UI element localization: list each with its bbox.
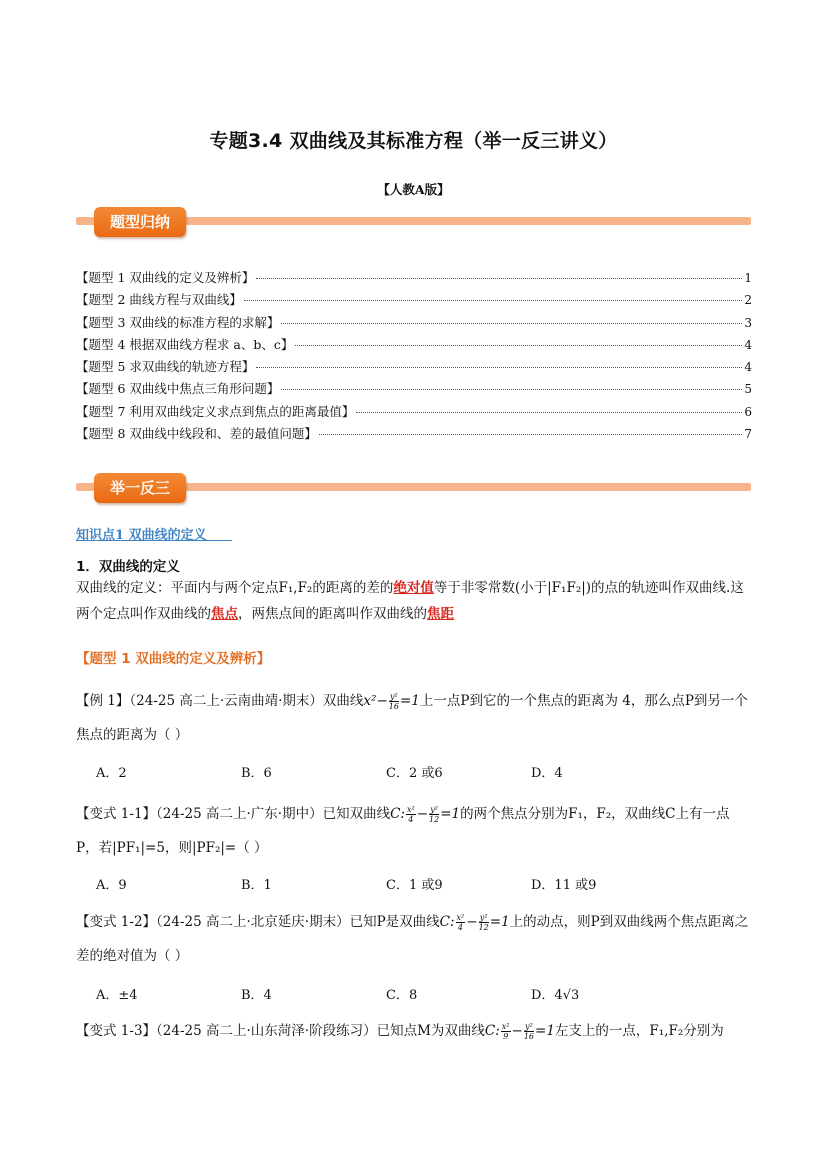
option-c[interactable]: C．2 或6 [386,766,443,781]
equation-fraction [479,913,489,932]
question-suffix: 的两个焦点分别为F₁，F₂，双曲线C上有一点P，若|PF₁|=5，则|PF₂|=（ ） [76,806,730,856]
fraction-numerator: y² [430,805,438,814]
equation-fraction [429,805,439,824]
toc-page-number: 7 [744,427,752,442]
toc-page-number: 4 [744,337,752,352]
option-d[interactable]: D．4√3 [531,988,580,1003]
toc-page-number: 5 [744,382,752,397]
toc-leader-dots [244,300,742,301]
toc-entry[interactable] [76,357,752,379]
fraction-denominator: 9 [503,1032,509,1041]
equation-part: − [416,806,428,822]
variant-1-1-options [96,874,696,893]
option-b[interactable]: B．6 [241,766,272,781]
option-c[interactable]: C．1 或9 [386,878,443,893]
toc-entry[interactable] [76,402,752,424]
edition-label: 【人教A版】 [377,182,450,197]
option-d[interactable]: D．4 [531,766,563,781]
toc-entry[interactable] [76,335,752,357]
toc-leader-dots [356,412,742,413]
fraction-denominator: 4 [457,923,463,932]
question-suffix: 上一点P到它的一个焦点的距离为 4，那么点P到另一个焦点的距离为（ ） [76,693,748,743]
toc-leader-dots [256,367,742,368]
page-title: 专题3.4 双曲线及其标准方程（举一反三讲义） [209,130,618,152]
definition-text: 双曲线的定义：平面内与两个定点F₁,F₂的距离的差的 [76,580,394,596]
fraction-numerator: x² [406,805,415,814]
fraction-denominator: 4 [408,815,414,824]
equation-part: =1 [440,806,461,822]
question-prefix: 【变式 1-1】（24-25 高二上·广东·期中）已知双曲线 [76,806,391,822]
toc-entry-label: 【题型 4 根据双曲线方程求 a、b、c】 [76,336,294,352]
option-c[interactable]: C．8 [386,988,418,1003]
knowledge-point-underline [76,540,232,541]
toc-leader-dots [281,389,742,390]
option-a[interactable]: A．2 [96,766,127,781]
toc-page-number: 3 [744,315,752,330]
equation-part: x²− [363,693,388,709]
option-b[interactable]: B．1 [241,878,272,893]
definition-paragraph [76,575,752,627]
toc-entry[interactable] [76,268,752,290]
variant-1-2-options [96,984,696,1003]
toc-entry-label: 【题型 2 曲线方程与双曲线】 [76,292,242,308]
example-1-options [96,762,696,781]
toc-page-number: 2 [744,293,752,308]
toc-leader-dots [281,323,742,324]
definition-text: 等于非零常数(小于|F₁F₂|)的点的轨迹叫作双曲线.这两个定点叫作双曲线的 [76,580,744,622]
variant-1-3-question [76,1014,752,1048]
toc-page-number: 1 [744,271,752,285]
equation-part: − [466,914,478,930]
toc-leader-dots [295,345,742,346]
toc-entry[interactable] [76,290,752,312]
equation-part: − [511,1023,523,1039]
equation-part: =1 [489,914,510,930]
toc-entry-label: 【题型 7 利用双曲线定义求点到焦点的距离最值】 [76,403,355,419]
question-prefix: 【变式 1-2】（24-25 高二上·北京延庆·期末）已知P是双曲线 [76,914,440,930]
knowledge-point-heading: 知识点1 双曲线的定义 [76,528,207,543]
toc-entry[interactable] [76,313,752,335]
fraction-denominator: 16 [523,1032,535,1041]
option-a[interactable]: A．±4 [96,988,138,1003]
question-suffix: 上的动点，则P到双曲线两个焦点距离之差的绝对值为（ ） [76,914,749,964]
question-suffix: 左支上的一点，F₁,F₂分别为 [554,1023,724,1039]
toc-entry[interactable] [76,379,752,401]
highlight-absolute-value: 绝对值 [393,580,434,596]
table-of-contents [76,268,752,446]
equation-fraction [456,913,466,932]
option-b[interactable]: B．4 [241,988,272,1003]
equation-part: =1 [399,693,420,709]
fraction-denominator: 16 [388,702,399,711]
highlight-focus: 焦点 [211,606,238,622]
variant-1-2-question [76,905,752,973]
fraction-denominator: 12 [429,815,440,824]
definition-text: ，两焦点间的距离叫作双曲线的 [238,606,427,622]
option-d[interactable]: D．11 或9 [531,878,597,893]
fraction-numerator: x² [501,1022,510,1031]
toc-entry-label: 【题型 6 双曲线中焦点三角形问题】 [76,381,280,397]
section-tag-practice: 举一反三 [94,473,186,503]
equation-part: C: [439,914,455,930]
example-1-question [76,684,752,752]
toc-entry-label: 【题型 8 双曲线中线段和、差的最值问题】 [76,426,317,442]
variant-1-1-question [76,797,752,865]
section-tag-question-types: 题型归纳 [94,207,186,237]
question-prefix: 【例 1】（24-25 高二上·云南曲靖·期末）双曲线 [76,693,364,709]
equation-part: =1 [535,1023,555,1039]
toc-page-number: 6 [744,404,752,419]
question-type-heading: 【题型 1 双曲线的定义及辨析】 [76,651,271,667]
question-prefix: 【变式 1-3】（24-25 高二上·山东菏泽·阶段练习）已知点M为双曲线 [76,1023,485,1039]
toc-leader-dots [319,434,742,435]
equation-fraction [501,1022,511,1041]
toc-entry-label: 【题型 1 双曲线的定义及辨析】 [76,270,255,285]
toc-entry-label: 【题型 5 求双曲线的轨迹方程】 [76,359,255,375]
fraction-denominator: 12 [478,923,489,932]
toc-leader-dots [256,278,742,279]
equation-part: C: [390,806,405,822]
option-a[interactable]: A．9 [96,878,127,893]
definition-subheading: 1．双曲线的定义 [76,559,180,575]
toc-page-number: 4 [744,360,752,375]
fraction-numerator: x² [456,913,465,922]
equation-part: C: [484,1023,500,1039]
equation-fraction [389,692,399,711]
toc-entry[interactable] [76,424,752,446]
fraction-numerator: y² [479,913,488,922]
equation-fraction [524,1022,534,1041]
equation-fraction [406,805,416,824]
highlight-focal-distance: 焦距 [427,606,454,622]
fraction-numerator: y² [389,692,398,701]
fraction-numerator: y² [525,1022,533,1031]
toc-entry-label: 【题型 3 双曲线的标准方程的求解】 [76,314,280,330]
